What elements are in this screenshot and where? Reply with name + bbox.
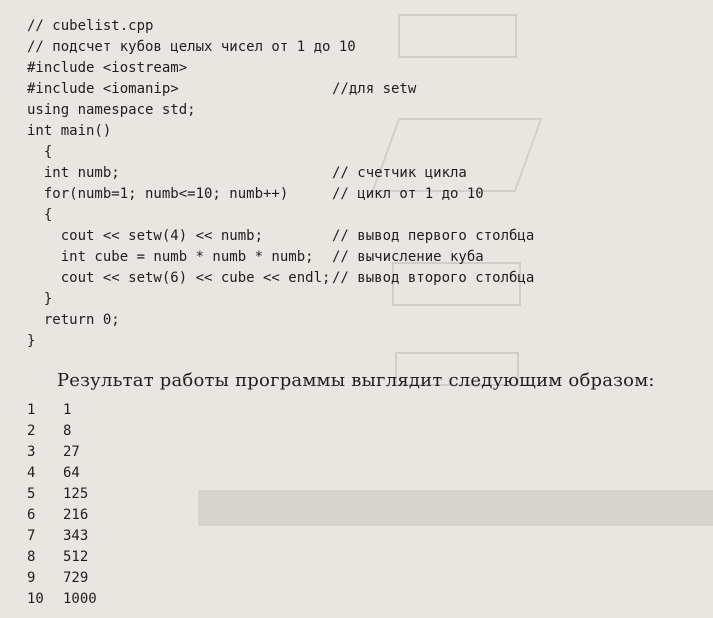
output-cube: 216 (63, 507, 89, 523)
output-number: 3 (27, 444, 36, 460)
output-cube: 1 (63, 402, 72, 418)
code-line: { (27, 144, 53, 160)
code-comment: // вывод второго столбца (332, 270, 535, 286)
code-line: { (27, 207, 53, 223)
code-line: return 0; (27, 312, 120, 328)
code-comment: // вычисление куба (332, 249, 484, 265)
output-cube: 125 (63, 486, 89, 502)
code-line: cout << setw(6) << cube << endl; (27, 270, 331, 286)
code-line: } (27, 333, 36, 349)
bleed-through-box (198, 490, 713, 526)
code-line: int numb; (27, 165, 120, 181)
output-cube: 729 (63, 570, 89, 586)
output-cube: 64 (63, 465, 80, 481)
code-line: #include <iostream> (27, 60, 188, 76)
output-cube: 8 (63, 423, 72, 439)
output-number: 10 (27, 591, 44, 607)
output-number: 8 (27, 549, 36, 565)
code-line: int main() (27, 123, 112, 139)
output-number: 1 (27, 402, 36, 418)
code-line: } (27, 291, 53, 307)
output-caption: Результат работы программы выглядит следующим образом: (57, 370, 655, 391)
output-number: 4 (27, 465, 36, 481)
code-line: #include <iomanip> (27, 81, 179, 97)
code-line: // cubelist.cpp (27, 18, 154, 34)
output-number: 6 (27, 507, 36, 523)
code-line: int cube = numb * numb * numb; (27, 249, 314, 265)
output-number: 2 (27, 423, 36, 439)
code-line: cout << setw(4) << numb; (27, 228, 264, 244)
output-cube: 343 (63, 528, 89, 544)
output-cube: 1000 (63, 591, 97, 607)
bleed-through-box (398, 14, 517, 58)
output-number: 5 (27, 486, 36, 502)
output-number: 7 (27, 528, 36, 544)
output-number: 9 (27, 570, 36, 586)
code-comment: //для setw (332, 81, 417, 97)
code-line: // подсчет кубов целых чисел от 1 до 10 (27, 39, 356, 55)
code-line: for(numb=1; numb<=10; numb++) (27, 186, 289, 202)
code-comment: // вывод первого столбца (332, 228, 535, 244)
code-line: using namespace std; (27, 102, 196, 118)
code-comment: // счетчик цикла (332, 165, 467, 181)
output-cube: 512 (63, 549, 89, 565)
output-cube: 27 (63, 444, 80, 460)
code-comment: // цикл от 1 до 10 (332, 186, 484, 202)
